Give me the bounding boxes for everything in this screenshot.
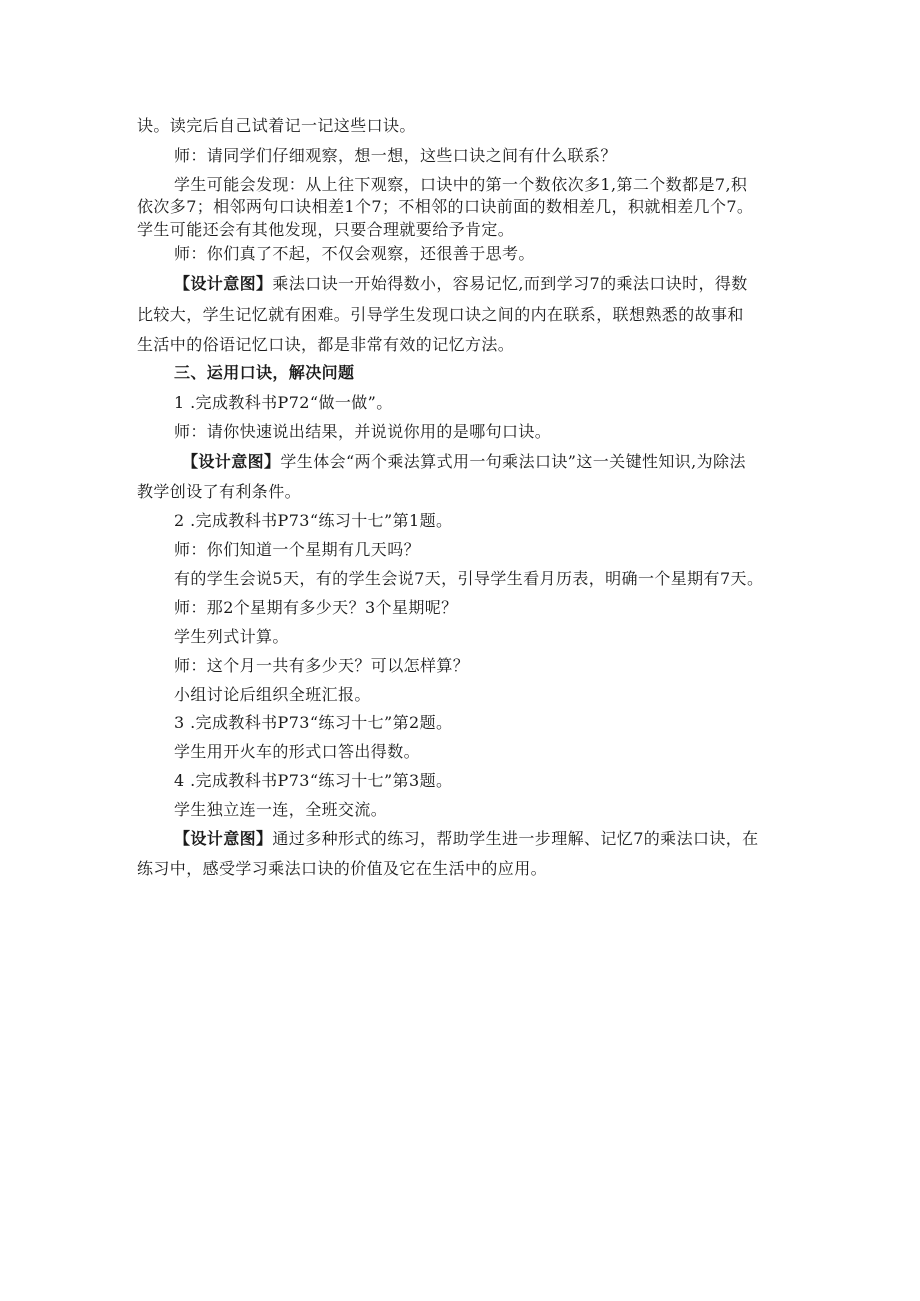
paragraph-line: 依次多7；相邻两句口诀相差1个7；不相邻的口诀前面的数相差几，积就相差几个7。 — [137, 197, 754, 216]
exercise-item: 3 .完成教科书P73“练习十七”第2题。 — [174, 713, 453, 732]
design-intent-label: 【设计意图】 — [174, 829, 273, 848]
paragraph-line: 练习中，感受学习乘法口诀的价值及它在生活中的应用。 — [137, 859, 548, 878]
paragraph-text: 乘法口诀一开始得数小，容易记忆,而到学习7的乘法口诀时，得数 — [272, 274, 748, 293]
paragraph-line: 学生用开火车的形式口答出得数。 — [174, 742, 421, 761]
paragraph-line: 学生列式计算。 — [174, 627, 289, 646]
paragraph-line: 师：请同学们仔细观察，想一想，这些口诀之间有什么联系？ — [174, 146, 617, 165]
paragraph-line: 教学创设了有利条件。 — [137, 482, 302, 501]
paragraph-line: 学生可能会发现：从上往下观察，口诀中的第一个数依次多1,第二个数都是7,积 — [174, 175, 748, 194]
paragraph-line: 师：请你快速说出结果，并说说你用的是哪句口诀。 — [174, 422, 552, 441]
section-heading: 三、运用口诀，解决问题 — [174, 363, 355, 382]
paragraph-line: 学生独立连一连，全班交流。 — [174, 800, 388, 819]
paragraph-line: 师：那2个星期有多少天？3个星期呢？ — [174, 598, 458, 617]
paragraph-line: 师：你们知道一个星期有几天吗？ — [174, 540, 421, 559]
paragraph-line: 生活中的俗语记忆口诀，都是非常有效的记忆方法。 — [137, 335, 515, 354]
design-intent-label: 【设计意图】 — [174, 274, 273, 293]
design-intent-paragraph — [182, 451, 746, 473]
paragraph-text: 学生体会“两个乘法算式用一句乘法口诀”这一关键性知识,为除法 — [280, 452, 746, 471]
exercise-item: 1 .完成教科书P72“做一做”。 — [174, 393, 393, 412]
exercise-item: 4 .完成教科书P73“练习十七”第3题。 — [174, 771, 453, 790]
paragraph-line: 比较大，学生记忆就有困难。引导学生发现口诀之间的内在联系，联想熟悉的故事和 — [137, 305, 744, 324]
design-intent-label: 【设计意图】 — [182, 452, 281, 471]
design-intent-paragraph — [174, 828, 759, 850]
paragraph-line: 学生可能还会有其他发现，只要合理就要给予肯定。 — [137, 220, 515, 239]
paragraph-text: 通过多种形式的练习，帮助学生进一步理解、记忆7的乘法口诀，在 — [272, 829, 759, 848]
paragraph-line: 诀。读完后自己试着记一记这些口诀。 — [137, 116, 416, 135]
exercise-item: 2 .完成教科书P73“练习十七”第1题。 — [174, 511, 453, 530]
design-intent-paragraph — [174, 273, 748, 295]
paragraph-line: 师：这个月一共有多少天？可以怎样算？ — [174, 656, 470, 675]
paragraph-line: 师：你们真了不起，不仅会观察，还很善于思考。 — [174, 244, 535, 263]
paragraph-line: 小组讨论后组织全班汇报。 — [174, 685, 371, 704]
paragraph-line: 有的学生会说5天，有的学生会说7天，引导学生看月历表，明确一个星期有7天。 — [174, 569, 764, 588]
